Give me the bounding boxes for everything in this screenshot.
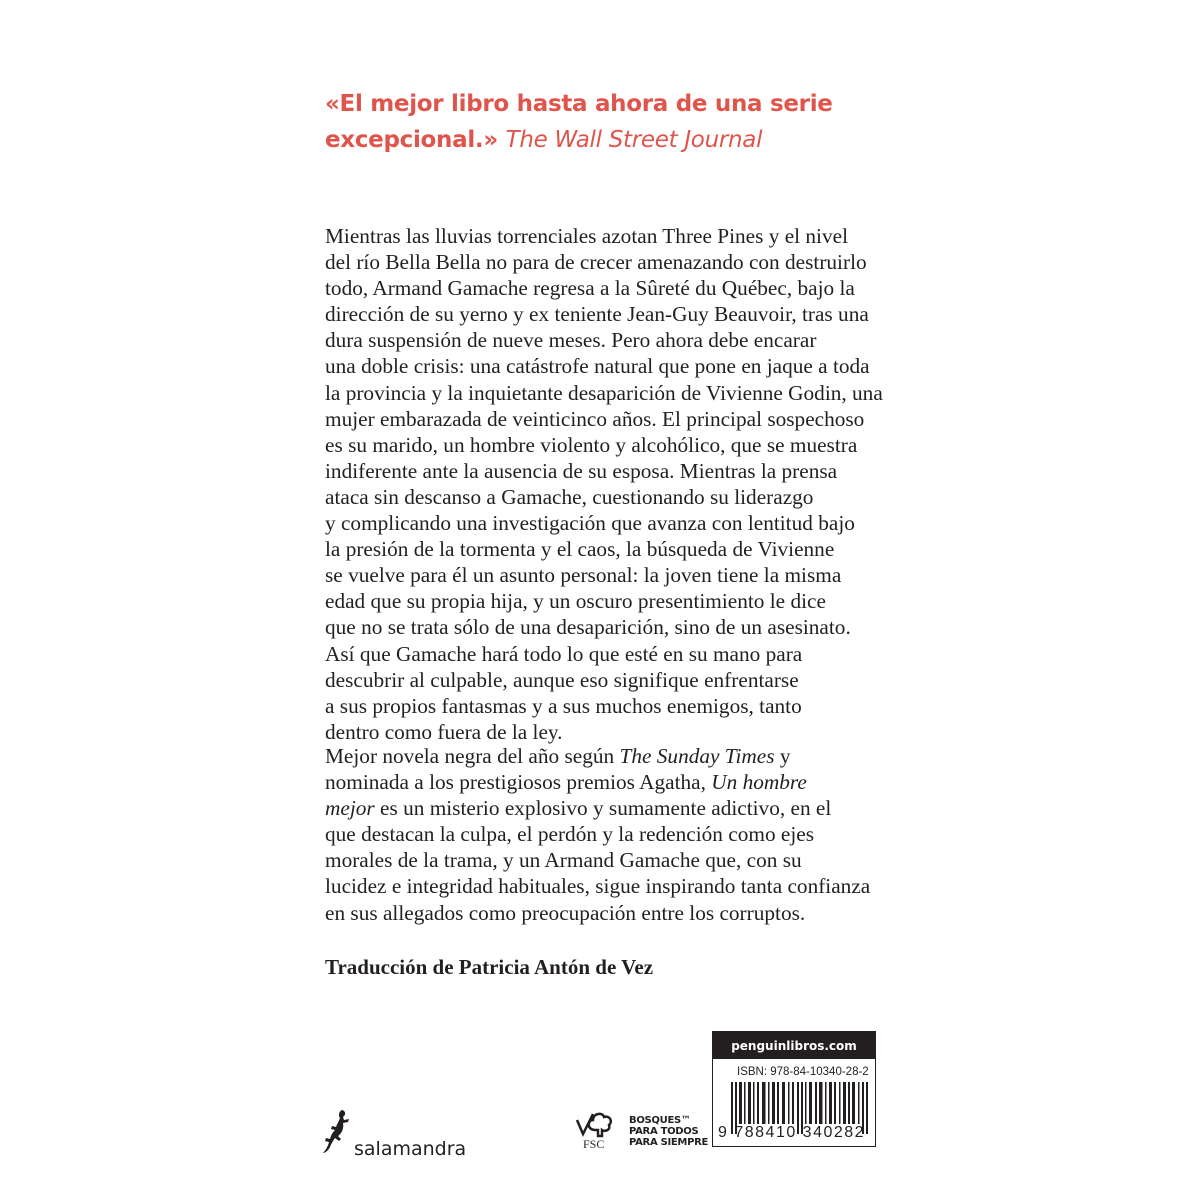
barcode-digits: 9 788410 340282 — [718, 1124, 866, 1141]
publisher-logo — [322, 1108, 466, 1159]
text: nominada a los prestigiosos premios Agatha, — [325, 770, 712, 795]
fsc-logo — [573, 1110, 708, 1152]
fsc-tree-icon — [573, 1110, 621, 1152]
synopsis-line: ataca sin descanso a Gamache, cuestionando su liderazgo — [325, 484, 814, 509]
fsc-line: BOSQUES™ — [629, 1114, 691, 1126]
synopsis-line: Mientras las lluvias torrenciales azotan Three Pines y el nivel — [325, 224, 848, 248]
synopsis-line: una doble crisis: una catástrofe natural que pone en jaque a toda — [325, 354, 870, 379]
synopsis-line: indiferente ante la ausencia de su esposa. Mientras la prensa — [325, 458, 838, 483]
barcode-panel — [712, 1031, 876, 1147]
synopsis-line: la presión de la tormenta y el caos, la búsqueda de Vivienne — [325, 537, 835, 562]
fsc-label: FSC — [583, 1137, 605, 1151]
quote-line-1: «El mejor libro hasta ahora de una serie — [325, 91, 833, 117]
newspaper-title: The Sunday Times — [619, 744, 775, 768]
review-line: en sus allegados como preocupación entre los corruptos. — [325, 900, 806, 925]
fsc-line: PARA TODOS — [629, 1125, 699, 1137]
synopsis-line: descubrir al culpable, aunque eso signifique enfrentarse — [325, 667, 799, 692]
synopsis-line: dentro como fuera de la ley. — [325, 719, 563, 744]
fsc-slogan — [629, 1115, 708, 1148]
synopsis-line: que no se trata sólo de una desaparición, sino de un asesinato. — [325, 615, 851, 640]
press-quote — [325, 86, 885, 158]
review-line: lucidez e integridad habituales, sigue inspirando tanta confianza — [325, 874, 871, 899]
translator-credit: Traducción de Patricia Antón de Vez — [325, 955, 654, 979]
synopsis-line: dirección de su yerno y ex teniente Jean-Guy Beauvoir, tras una — [325, 302, 869, 327]
text: y — [774, 744, 791, 768]
synopsis-line: del río Bella Bella no para de crecer amenazando con destruirlo — [325, 250, 867, 275]
synopsis-line: la provincia y la inquietante desaparición de Vivienne Godin, una — [325, 380, 883, 405]
salamander-icon — [322, 1108, 352, 1159]
review-line — [325, 743, 895, 769]
synopsis-line: y complicando una investigación que avanza con lentitud bajo — [325, 511, 855, 536]
review-line — [325, 795, 895, 821]
fsc-line: PARA SIEMPRE — [629, 1136, 709, 1148]
synopsis-line: dura suspensión de nueve meses. Pero ahora debe encarar — [325, 328, 817, 353]
synopsis-line: mujer embarazada de veinticinco años. El principal sospechoso — [325, 406, 865, 431]
review-line — [325, 769, 895, 795]
synopsis — [325, 223, 895, 745]
synopsis-line: a sus propios fantasmas y a sus muchos enemigos, tanto — [325, 693, 802, 718]
book-title: Un hombre — [711, 770, 807, 795]
review-paragraph — [325, 743, 895, 926]
publisher-name: salamandra — [354, 1138, 467, 1160]
book-title: mejor — [325, 796, 375, 821]
isbn-text: ISBN: 978-84-10340-28-2 — [737, 1066, 869, 1078]
publisher-website: penguinlibros.com — [713, 1032, 875, 1059]
synopsis-line: Así que Gamache hará todo lo que esté en su mano para — [325, 641, 803, 666]
quote-source: The Wall Street Journal — [505, 127, 763, 153]
synopsis-line: es su marido, un hombre violento y alcohólico, que se muestra — [325, 432, 858, 457]
synopsis-line: todo, Armand Gamache regresa a la Sûreté du Québec, bajo la — [325, 276, 855, 301]
quote-line-2: excepcional.» — [325, 127, 498, 153]
text: es un misterio explosivo y sumamente adictivo, en el — [374, 796, 832, 821]
review-line: morales de la trama, y un Armand Gamache que, con su — [325, 848, 802, 873]
text: Mejor novela negra del año según — [325, 744, 620, 768]
review-line: que destacan la culpa, el perdón y la redención como ejes — [325, 822, 815, 847]
synopsis-line: se vuelve para él un asunto personal: la joven tiene la misma — [325, 563, 842, 588]
synopsis-line: edad que su propia hija, y un oscuro presentimiento le dice — [325, 589, 826, 614]
